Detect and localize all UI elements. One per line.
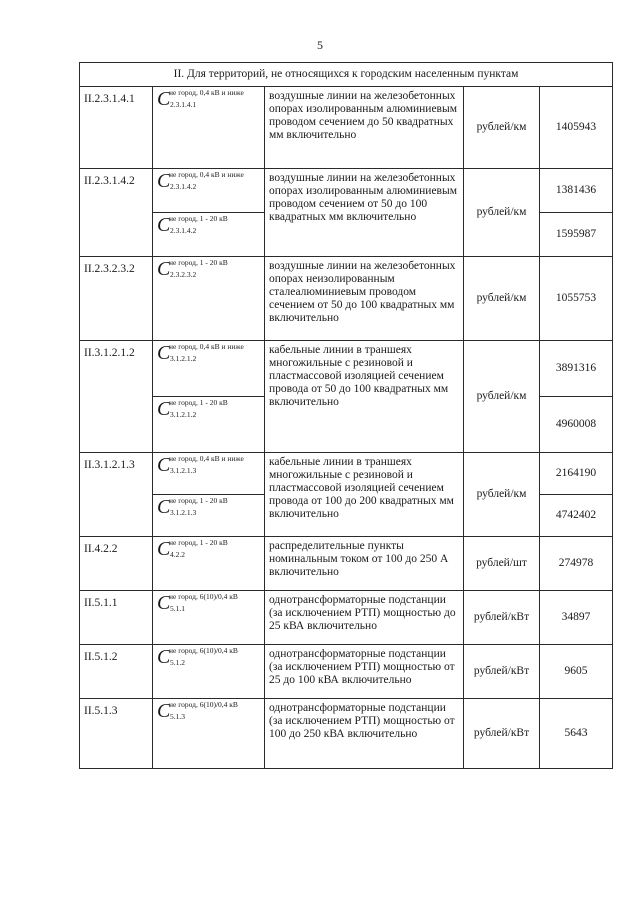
table-row <box>80 169 613 213</box>
coefficient-symbol <box>153 591 265 645</box>
row-description: воздушные линии на железобетонных опорах изолированным алюминиевым проводом сечением до 50 квадратных мм включительно <box>265 87 464 169</box>
row-value: 1595987 <box>540 213 613 257</box>
coefficient-letter: C <box>157 538 171 560</box>
row-unit: рублей/км <box>464 169 540 257</box>
coefficient-superscript: не город, 0,4 кВ и ниже <box>169 88 244 97</box>
row-code: II.2.3.2.3.2 <box>80 257 153 341</box>
table-row <box>80 699 613 769</box>
row-code: II.3.1.2.1.3 <box>80 453 153 537</box>
row-unit: рублей/км <box>464 87 540 169</box>
coefficient-symbol <box>153 87 265 169</box>
coefficient-letter: C <box>157 342 171 364</box>
section-header-row <box>80 63 613 87</box>
coefficient-symbol <box>153 341 265 397</box>
row-description: воздушные линии на железобетонных опорах изолированным алюминиевым проводом сечением от 50 до 100 квадратных мм включительно <box>265 169 464 257</box>
row-unit: рублей/км <box>464 453 540 537</box>
row-value: 1055753 <box>540 257 613 341</box>
coefficient-superscript: не город, 0,4 кВ и ниже <box>169 170 244 179</box>
coefficient-letter: C <box>157 170 171 192</box>
coefficient-subscript: 3.1.2.1.2 <box>170 410 197 419</box>
row-unit: рублей/кВт <box>464 645 540 699</box>
coefficient-subscript: 5.1.2 <box>170 658 185 667</box>
table-row <box>80 645 613 699</box>
coefficient-letter: C <box>157 496 171 518</box>
table-row <box>80 591 613 645</box>
coefficient-symbol <box>153 453 265 495</box>
coefficient-symbol <box>153 257 265 341</box>
table-row <box>80 537 613 591</box>
row-value: 4960008 <box>540 397 613 453</box>
row-code: II.3.1.2.1.2 <box>80 341 153 453</box>
coefficient-subscript: 2.3.1.4.2 <box>170 182 197 191</box>
row-unit: рублей/кВт <box>464 699 540 769</box>
coefficient-superscript: не город, 0,4 кВ и ниже <box>169 342 244 351</box>
row-value: 4742402 <box>540 495 613 537</box>
coefficient-symbol <box>153 699 265 769</box>
coefficient-symbol <box>153 213 265 257</box>
row-value: 274978 <box>540 537 613 591</box>
coefficient-letter: C <box>157 214 171 236</box>
row-value: 1405943 <box>540 87 613 169</box>
coefficient-letter: C <box>157 398 171 420</box>
row-description: однотрансформаторные подстанции (за исключением РТП) мощностью до 25 кВА включительно <box>265 591 464 645</box>
coefficient-letter: C <box>157 646 171 668</box>
coefficient-superscript: не город, 1 - 20 кВ <box>169 538 228 547</box>
coefficient-letter: C <box>157 454 171 476</box>
page-number: 5 <box>317 38 323 52</box>
row-description: однотрансформаторные подстанции (за исключением РТП) мощностью от 100 до 250 кВА включительно <box>265 699 464 769</box>
row-description: воздушные линии на железобетонных опорах неизолированным сталеалюминиевым проводом сечением от 50 до 100 квадратных мм включительно <box>265 257 464 341</box>
coefficient-letter: C <box>157 88 171 110</box>
coefficient-symbol <box>153 169 265 213</box>
row-code: II.2.3.1.4.2 <box>80 169 153 257</box>
row-description: кабельные линии в траншеях многожильные с резиновой и пластмассовой изоляцией сечением провода от 100 до 200 квадратных мм включительно <box>265 453 464 537</box>
table-row <box>80 341 613 397</box>
coefficient-symbol <box>153 495 265 537</box>
row-value: 34897 <box>540 591 613 645</box>
coefficient-superscript: не город, 1 - 20 кВ <box>169 214 228 223</box>
coefficient-subscript: 3.1.2.1.3 <box>170 508 197 517</box>
coefficient-letter: C <box>157 592 171 614</box>
row-unit: рублей/шт <box>464 537 540 591</box>
tariff-table <box>79 62 613 769</box>
table-row <box>80 87 613 169</box>
table-row <box>80 453 613 495</box>
coefficient-symbol <box>153 645 265 699</box>
coefficient-symbol <box>153 537 265 591</box>
coefficient-superscript: не город, 1 - 20 кВ <box>169 258 228 267</box>
row-value: 9605 <box>540 645 613 699</box>
coefficient-letter: C <box>157 700 171 722</box>
coefficient-symbol <box>153 397 265 453</box>
row-code: II.5.1.2 <box>80 645 153 699</box>
coefficient-superscript: не город, 6(10)/0,4 кВ <box>169 646 238 655</box>
coefficient-subscript: 2.3.1.4.1 <box>170 100 197 109</box>
row-value: 3891316 <box>540 341 613 397</box>
coefficient-subscript: 2.3.2.3.2 <box>170 270 197 279</box>
row-unit: рублей/кВт <box>464 591 540 645</box>
row-code: II.2.3.1.4.1 <box>80 87 153 169</box>
coefficient-subscript: 5.1.1 <box>170 604 185 613</box>
coefficient-subscript: 2.3.1.4.2 <box>170 226 197 235</box>
coefficient-superscript: не город, 6(10)/0,4 кВ <box>169 700 238 709</box>
row-description: однотрансформаторные подстанции (за исключением РТП) мощностью от 25 до 100 кВА включительно <box>265 645 464 699</box>
coefficient-superscript: не город, 6(10)/0,4 кВ <box>169 592 238 601</box>
row-value: 1381436 <box>540 169 613 213</box>
coefficient-superscript: не город, 1 - 20 кВ <box>169 496 228 505</box>
row-unit: рублей/км <box>464 257 540 341</box>
coefficient-superscript: не город, 1 - 20 кВ <box>169 398 228 407</box>
coefficient-subscript: 3.1.2.1.3 <box>170 466 197 475</box>
coefficient-letter: C <box>157 258 171 280</box>
row-code: II.4.2.2 <box>80 537 153 591</box>
table-row <box>80 257 613 341</box>
row-code: II.5.1.1 <box>80 591 153 645</box>
row-value: 2164190 <box>540 453 613 495</box>
row-unit: рублей/км <box>464 341 540 453</box>
coefficient-subscript: 3.1.2.1.2 <box>170 354 197 363</box>
row-value: 5643 <box>540 699 613 769</box>
row-description: кабельные линии в траншеях многожильные с резиновой и пластмассовой изоляцией сечением провода от 50 до 100 квадратных мм включительно <box>265 341 464 453</box>
row-description: распределительные пункты номинальным током от 100 до 250 А включительно <box>265 537 464 591</box>
coefficient-subscript: 5.1.3 <box>170 712 185 721</box>
section-title: II. Для территорий, не относящихся к городским населенным пунктам <box>80 63 613 87</box>
coefficient-subscript: 4.2.2 <box>170 550 185 559</box>
row-code: II.5.1.3 <box>80 699 153 769</box>
coefficient-superscript: не город, 0,4 кВ и ниже <box>169 454 244 463</box>
